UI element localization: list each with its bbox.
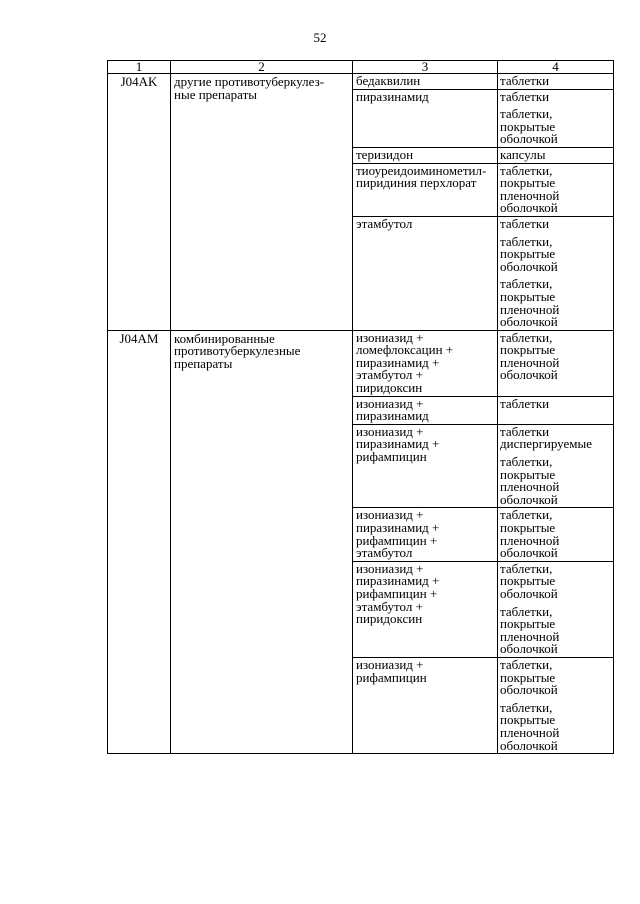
drug-table [107,60,614,754]
drug-name: изониазид + рифампицин [356,656,427,685]
dosage-form: таблетки, покрытые пленочной оболочкой [500,507,560,561]
drug-name: изониазид + пиразинамид + рифампицин [356,423,440,465]
drug-name-cell [353,330,498,396]
drug-name: изониазид + пиразинамид + рифампицин + этамбутол + пиридоксин [356,560,440,627]
dosage-form: таблетки, покрытые оболочкой [500,656,558,698]
dosage-form: таблетки, покрытые оболочкой [500,106,558,147]
drug-name-cell [353,396,498,424]
dosage-form: таблетки, покрытые пленочной оболочкой [500,454,560,507]
dosage-forms-cell [498,330,614,396]
table-body [108,61,614,754]
dosage-forms-cell [498,657,614,753]
drug-name-cell [353,163,498,216]
drug-name: пиразинамид [356,88,429,104]
dosage-forms-cell [498,508,614,561]
dosage-form: таблетки, покрытые оболочкой [500,560,558,601]
dosage-form: таблетки [500,395,550,411]
column-number: 4 [498,61,614,74]
drug-name: изониазид + пиразинамид [356,395,429,424]
dosage-form: таблетки диспергируемые [500,423,593,452]
group-name-cell [171,330,353,753]
dosage-form: таблетки, покрытые пленочной оболочкой [500,699,560,753]
drug-name-cell [353,74,498,90]
dosage-form: таблетки, покрытые оболочкой [500,233,558,274]
dosage-form: таблетки, покрытые пленочной оболочкой [500,162,560,216]
dosage-forms-cell [498,396,614,424]
table-row [108,330,614,396]
drug-name: тиоуреидоиминометил- пиридиния перхлорат [356,162,487,191]
drug-name-cell [353,657,498,753]
dosage-forms-cell [498,74,614,90]
drug-name-cell [353,147,498,163]
page-number: 52 [313,30,327,45]
column-number: 1 [108,61,171,74]
drug-name-cell [353,508,498,561]
drug-name: изониазид + ломефлоксацин + пиразинамид + этамбутол + пиридоксин [356,329,454,396]
drug-name: бедаквилин [356,73,421,88]
table-row [108,74,614,90]
drug-name-cell [353,424,498,508]
dosage-form: таблетки, покрытые пленочной оболочкой [500,329,560,383]
dosage-form: таблетки [500,88,550,104]
dosage-form: таблетки, покрытые пленочной оболочкой [500,603,560,657]
column-number-row [108,61,614,74]
dosage-form: таблетки [500,73,550,88]
group-name: другие противотуберкулез- ные препараты [174,74,325,102]
dosage-form: капсулы [500,146,546,162]
dosage-form: таблетки [500,215,550,231]
drug-name-cell [353,89,498,147]
group-name: комбинированные противотуберкулезные препараты [174,330,301,371]
atc-code: J04AK [108,74,171,331]
dosage-forms-cell [498,89,614,147]
dosage-forms-cell [498,147,614,163]
dosage-forms-cell [498,561,614,657]
dosage-form: таблетки, покрытые пленочной оболочкой [500,276,560,330]
drug-name-cell [353,216,498,330]
drug-name: изониазид + пиразинамид + рифампицин + этамбутол [356,507,440,561]
group-name-cell [171,74,353,331]
atc-code: J04AM [108,330,171,753]
column-number: 2 [171,61,353,74]
drug-name: теризидон [356,146,414,162]
dosage-forms-cell [498,163,614,216]
dosage-forms-cell [498,216,614,330]
drug-name: этамбутол [356,215,413,231]
drug-name-cell [353,561,498,657]
dosage-forms-cell [498,424,614,508]
column-number: 3 [353,61,498,74]
